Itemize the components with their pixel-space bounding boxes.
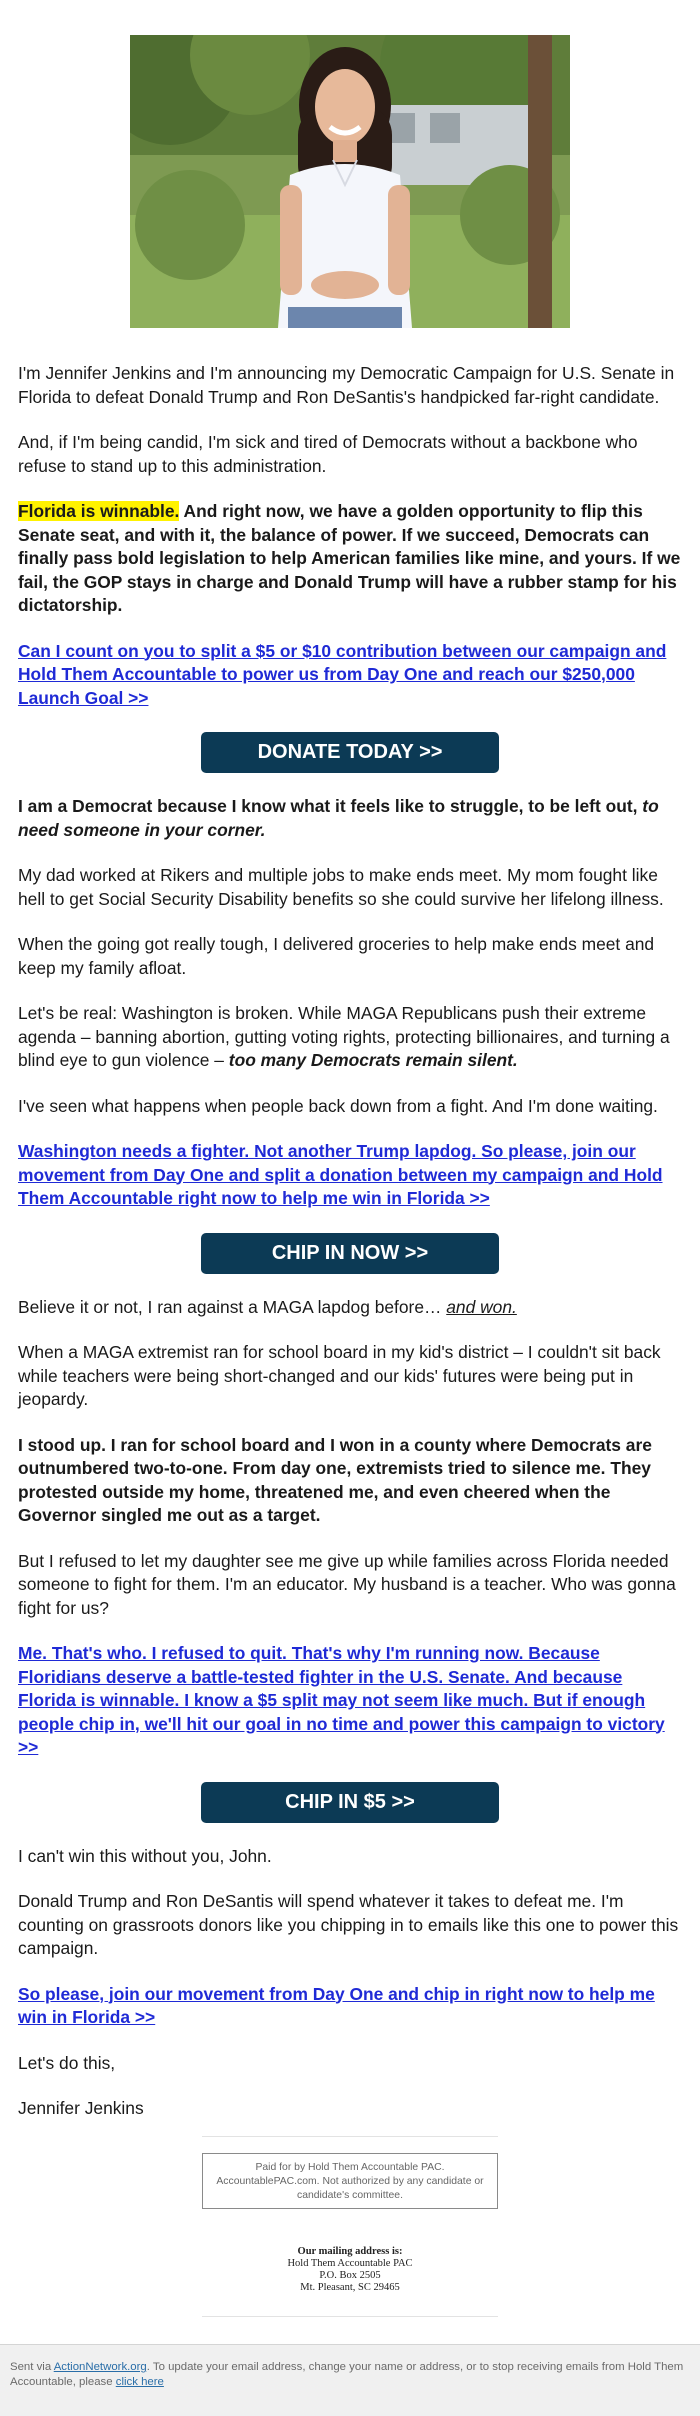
- washington-text: Let's be real: Washington is broken. While MAGA Republicans push their extreme agenda – banning abortion, gutting voting rights, protecting billionaires, and turning a blind eye to gun violence –: [18, 1003, 670, 1070]
- mailing-head: Our mailing address is:: [297, 2246, 403, 2257]
- thats-who-paragraph: [18, 1642, 682, 1760]
- unsubscribe-bar: [0, 2344, 700, 2416]
- washington-paragraph: [18, 1002, 682, 1073]
- dad-paragraph: My dad worked at Rikers and multiple jobs to make ends meet. My mom fought like hell to get Social Security Disability benefits so she could survive her lifelong illness.: [18, 865, 664, 909]
- thats-who-link[interactable]: Me. That's who. I refused to quit. That's why I'm running now. Because Floridians deserve a battle-tested fighter in the U.S. Senate. And because Florida is winnable. I know a $5 split may not seem like much. But if enough people chip in, we'll hit our goal in no time and power this campaign to victory >>: [18, 1643, 665, 1757]
- cant-win-paragraph: I can't win this without you, John.: [18, 1845, 272, 1866]
- stood-up-paragraph: I stood up. I ran for school board and I won in a county where Democrats are outnumbered two-to-one. From day one, extremists tried to silence me. They protested outside my home, threatened me, and even cheered when the Governor singled me out as a target.: [18, 1434, 652, 1525]
- groceries-paragraph: When the going got really tough, I delivered groceries to help make ends meet and keep my family afloat.: [18, 934, 655, 978]
- signature: Jennifer Jenkins: [18, 2098, 144, 2118]
- mailing-box: P.O. Box 2505: [319, 2270, 381, 2281]
- candid-paragraph: And, if I'm being candid, I'm sick and tired of Democrats without a backbone who refuse to stand up to this administration.: [18, 432, 638, 476]
- chip-in-5-button[interactable]: CHIP IN $5 >>: [201, 1782, 499, 1823]
- democrat-bold-text: I am a Democrat because I know what it feels like to struggle, to be left out,: [18, 796, 643, 816]
- split-contribution-link[interactable]: Can I count on you to split a $5 or $10 contribution between our campaign and Hold Them Accountable to power us from Day One and reach our $250,000 Launch Goal >>: [18, 640, 667, 708]
- winnable-paragraph: [18, 500, 682, 618]
- believe-emphasis: and won.: [446, 1296, 517, 1317]
- intro-paragraph: I'm Jennifer Jenkins and I'm announcing my Democratic Campaign for U.S. Senate in Florida to defeat Donald Trump and Ron DeSantis's handpicked far-right candidate.: [18, 363, 675, 407]
- mailing-address: [200, 2246, 500, 2294]
- grassroots-paragraph: Donald Trump and Ron DeSantis will spend whatever it takes to defeat me. I'm counting on grassroots donors like you chipping in to emails like this one to power this campaign.: [18, 1891, 679, 1958]
- click-here-link[interactable]: click here: [115, 2376, 164, 2388]
- washington-emphasis: too many Democrats remain silent.: [228, 1050, 518, 1070]
- democrat-italic-text: to need someone in your corner.: [18, 796, 659, 840]
- footer-divider-top: [202, 2136, 498, 2137]
- extremist-paragraph: When a MAGA extremist ran for school board in my kid's district – I couldn't sit back while teachers were being short-changed and our kids' futures were being put in jeopardy.: [18, 1342, 661, 1409]
- portrait-photo-icon: [130, 35, 570, 328]
- believe-paragraph: [18, 1296, 682, 1320]
- fighter-paragraph: [18, 1140, 682, 1211]
- join-movement-link[interactable]: So please, join our movement from Day One and chip in right now to help me win in Florida >>: [18, 1983, 655, 2027]
- sent-via-middle: . To update your email address, change your name or address, or to stop receiving emails from Hold Them Accountable, please: [10, 2361, 684, 2388]
- winnable-rest: And right now, we have a golden opportunity to flip this Senate seat, and with it, the balance of power. If we succeed, Democrats can finally pass bold legislation to help American families like mine, and yours. If we fail, the GOP stays in charge and Donald Trump will have a rubber stamp for his dictatorship.: [18, 501, 681, 615]
- email-content: [18, 362, 682, 2143]
- democrat-paragraph: [18, 795, 682, 842]
- join-movement-paragraph: [18, 1983, 682, 2030]
- donate-today-wrap: [18, 732, 682, 773]
- chip-in-now-button[interactable]: CHIP IN NOW >>: [201, 1233, 499, 1274]
- chip-in-now-wrap: [18, 1233, 682, 1274]
- split-contribution-paragraph: [18, 640, 682, 711]
- lets-do-paragraph: Let's do this,: [18, 2052, 116, 2073]
- disclaimer-box: Paid for by Hold Them Accountable PAC. AccountablePAC.com. Not authorized by any candidate or candidate's committee.: [202, 2153, 498, 2209]
- seen-paragraph: I've seen what happens when people back down from a fight. And I'm done waiting.: [18, 1095, 658, 1116]
- footer-divider-bottom: [202, 2316, 498, 2317]
- winnable-highlight: Florida is winnable.: [18, 501, 180, 521]
- mailing-org: Hold Them Accountable PAC: [287, 2258, 413, 2269]
- donate-today-button[interactable]: DONATE TODAY >>: [201, 732, 499, 773]
- hero-photo: [130, 35, 570, 328]
- chip-in-5-wrap: [18, 1782, 682, 1823]
- fighter-link[interactable]: Washington needs a fighter. Not another Trump lapdog. So please, join our movement from Day One and split a donation between my campaign and Hold Them Accountable right now to help me win in Florida >>: [18, 1141, 663, 1208]
- believe-text: Believe it or not, I ran against a MAGA lapdog before…: [18, 1296, 447, 1317]
- refused-paragraph: But I refused to let my daughter see me give up while families across Florida needed someone to fight for them. I'm an educator. My husband is a teacher. Who was gonna fight for us?: [18, 1550, 676, 1618]
- mailing-city: Mt. Pleasant, SC 29465: [300, 2282, 400, 2293]
- sent-via-prefix: Sent via: [10, 2361, 54, 2373]
- actionnetwork-link[interactable]: ActionNetwork.org: [53, 2361, 147, 2373]
